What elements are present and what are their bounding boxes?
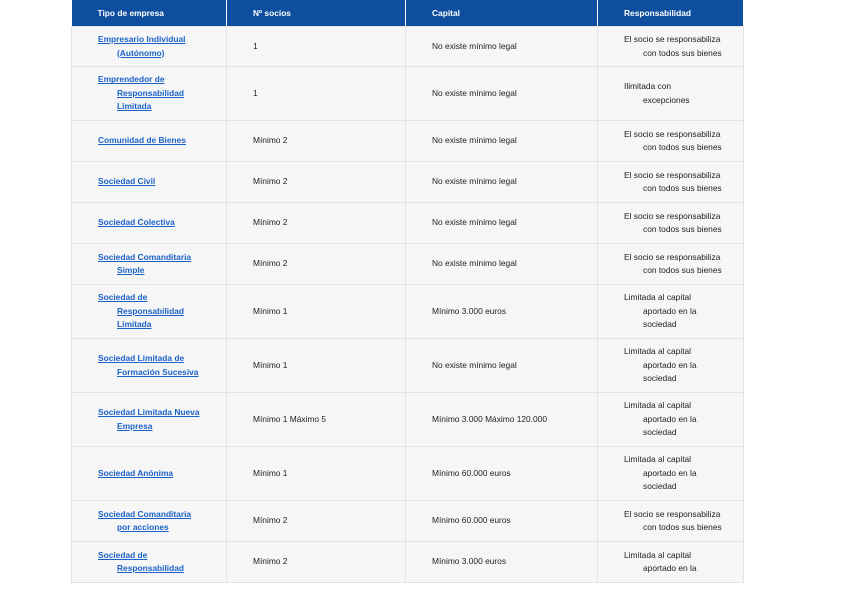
company-types-table [71, 0, 744, 583]
responsabilidad-line: El socio se responsabiliza [624, 508, 721, 519]
table-row [72, 27, 744, 67]
responsabilidad-line: Limitada al capital [624, 346, 692, 357]
responsabilidad-line: aportado en la [643, 467, 697, 478]
responsabilidad-line: Limitada al capital [624, 549, 692, 560]
capital-cell: No existe mínimo legal [406, 339, 598, 393]
responsabilidad-line: El socio se responsabiliza [624, 251, 721, 262]
socios-cell: Mínimo 2 [227, 203, 406, 244]
company-type-link-line[interactable]: Sociedad Civil [98, 176, 156, 187]
company-type-link-line[interactable]: Formación Sucesiva [117, 366, 199, 377]
company-type-link[interactable] [72, 393, 227, 447]
responsabilidad-line: Ilimitada con [624, 81, 672, 91]
capital-cell: Mínimo 3.000 euros [406, 285, 598, 339]
company-type-link-line[interactable]: Sociedad de [98, 292, 148, 303]
responsabilidad-cell [598, 162, 744, 203]
company-type-link[interactable] [72, 203, 227, 244]
company-type-link-line[interactable]: Sociedad Comanditaria [98, 508, 192, 519]
socios-cell: 1 [227, 67, 406, 121]
responsabilidad-cell [598, 244, 744, 285]
responsabilidad-line: El socio se responsabiliza [624, 169, 721, 180]
company-type-link-line[interactable]: Empresa [117, 420, 153, 431]
company-type-link-line[interactable]: Empresario Individual [98, 34, 186, 44]
table-body [72, 27, 744, 583]
table-row [72, 121, 744, 162]
responsabilidad-line: con todos sus bienes [643, 142, 722, 152]
company-type-link[interactable] [72, 162, 227, 203]
capital-cell: Mínimo 60.000 euros [406, 501, 598, 542]
responsabilidad-line: El socio se responsabiliza [624, 128, 721, 139]
company-type-link[interactable] [72, 27, 227, 67]
socios-cell: Mínimo 1 [227, 285, 406, 339]
responsabilidad-cell [598, 67, 744, 121]
responsabilidad-line: aportado en la [643, 413, 697, 424]
responsabilidad-line: Limitada al capital [624, 454, 692, 465]
capital-cell: Mínimo 3.000 euros [406, 542, 598, 583]
socios-cell: Mínimo 1 [227, 447, 406, 501]
socios-cell: Mínimo 2 [227, 121, 406, 162]
company-type-link-line[interactable]: Sociedad Limitada de [98, 353, 185, 363]
capital-cell: No existe mínimo legal [406, 67, 598, 121]
company-type-link-line[interactable]: Sociedad de [98, 549, 148, 560]
socios-cell: 1 [227, 27, 406, 67]
table-row [72, 244, 744, 285]
header-responsabilidad: Responsabilidad [598, 0, 744, 27]
capital-cell: No existe mínimo legal [406, 121, 598, 162]
socios-cell: Mínimo 1 [227, 339, 406, 393]
table-row [72, 447, 744, 501]
table-row [72, 203, 744, 244]
responsabilidad-line: sociedad [643, 427, 677, 438]
responsabilidad-cell [598, 542, 744, 583]
company-type-link[interactable] [72, 447, 227, 501]
table-row [72, 501, 744, 542]
responsabilidad-line: con todos sus bienes [643, 224, 722, 234]
capital-cell: No existe mínimo legal [406, 162, 598, 203]
socios-cell: Mínimo 2 [227, 162, 406, 203]
table-row [72, 339, 744, 393]
company-type-link[interactable] [72, 339, 227, 393]
table-row [72, 393, 744, 447]
capital-cell: No existe mínimo legal [406, 244, 598, 285]
responsabilidad-cell [598, 203, 744, 244]
company-type-link-line[interactable]: Simple [117, 265, 145, 275]
company-type-link-line[interactable]: por acciones [117, 522, 169, 532]
socios-cell: Mínimo 1 Máximo 5 [227, 393, 406, 447]
table-header-row [72, 0, 744, 27]
responsabilidad-line: aportado en la [643, 305, 697, 316]
capital-cell: Mínimo 60.000 euros [406, 447, 598, 501]
company-type-link[interactable] [72, 121, 227, 162]
responsabilidad-line: excepciones [643, 94, 690, 105]
table-row [72, 67, 744, 121]
responsabilidad-cell [598, 339, 744, 393]
socios-cell: Mínimo 2 [227, 501, 406, 542]
company-type-link-line[interactable]: Sociedad Colectiva [98, 217, 175, 228]
company-type-link-line[interactable]: Sociedad Comanditaria [98, 251, 192, 262]
responsabilidad-cell [598, 447, 744, 501]
table-row [72, 285, 744, 339]
company-type-link-line[interactable]: Comunidad de Bienes [98, 135, 186, 146]
responsabilidad-line: aportado en la [643, 563, 697, 573]
company-type-link[interactable] [72, 67, 227, 121]
responsabilidad-line: con todos sus bienes [643, 47, 722, 58]
responsabilidad-line: sociedad [643, 373, 677, 384]
header-num-socios: Nº socios [227, 0, 406, 27]
responsabilidad-line: El socio se responsabiliza [624, 34, 721, 44]
company-type-link-line[interactable]: Responsabilidad [117, 305, 185, 316]
table-row [72, 162, 744, 203]
company-type-link-line[interactable]: Limitada [117, 101, 152, 112]
responsabilidad-cell [598, 285, 744, 339]
company-type-link[interactable] [72, 542, 227, 583]
company-type-link[interactable] [72, 285, 227, 339]
capital-cell: No existe mínimo legal [406, 203, 598, 244]
responsabilidad-line: sociedad [643, 481, 677, 492]
company-type-link[interactable] [72, 501, 227, 542]
company-type-link[interactable] [72, 244, 227, 285]
responsabilidad-line: sociedad [643, 319, 677, 330]
responsabilidad-cell [598, 501, 744, 542]
responsabilidad-line: Limitada al capital [624, 292, 692, 303]
header-capital: Capital [406, 0, 598, 27]
capital-cell: No existe mínimo legal [406, 27, 598, 67]
responsabilidad-line: con todos sus bienes [643, 522, 722, 532]
company-type-link-line[interactable]: (Autónomo) [117, 47, 165, 58]
responsabilidad-line: con todos sus bienes [643, 265, 722, 275]
company-type-link-line[interactable]: Sociedad Limitada Nueva [98, 407, 200, 417]
responsabilidad-line: Limitada al capital [624, 400, 692, 411]
company-types-table-container [71, 0, 743, 583]
socios-cell: Mínimo 2 [227, 244, 406, 285]
table-row [72, 542, 744, 583]
responsabilidad-line: aportado en la [643, 359, 697, 370]
responsabilidad-line: El socio se responsabiliza [624, 210, 721, 221]
company-type-link-line[interactable]: Responsabilidad [117, 87, 185, 98]
company-type-link-line[interactable]: Emprendedor de [98, 74, 165, 85]
company-type-link-line[interactable]: Responsabilidad [117, 563, 185, 573]
capital-cell: Mínimo 3.000 Máximo 120.000 [406, 393, 598, 447]
responsabilidad-cell [598, 27, 744, 67]
company-type-link-line[interactable]: Limitada [117, 319, 152, 330]
responsabilidad-cell [598, 393, 744, 447]
header-tipo-empresa: Tipo de empresa [72, 0, 227, 27]
company-type-link-line[interactable]: Sociedad Anónima [98, 467, 174, 478]
socios-cell: Mínimo 2 [227, 542, 406, 583]
responsabilidad-line: con todos sus bienes [643, 183, 722, 193]
responsabilidad-cell [598, 121, 744, 162]
